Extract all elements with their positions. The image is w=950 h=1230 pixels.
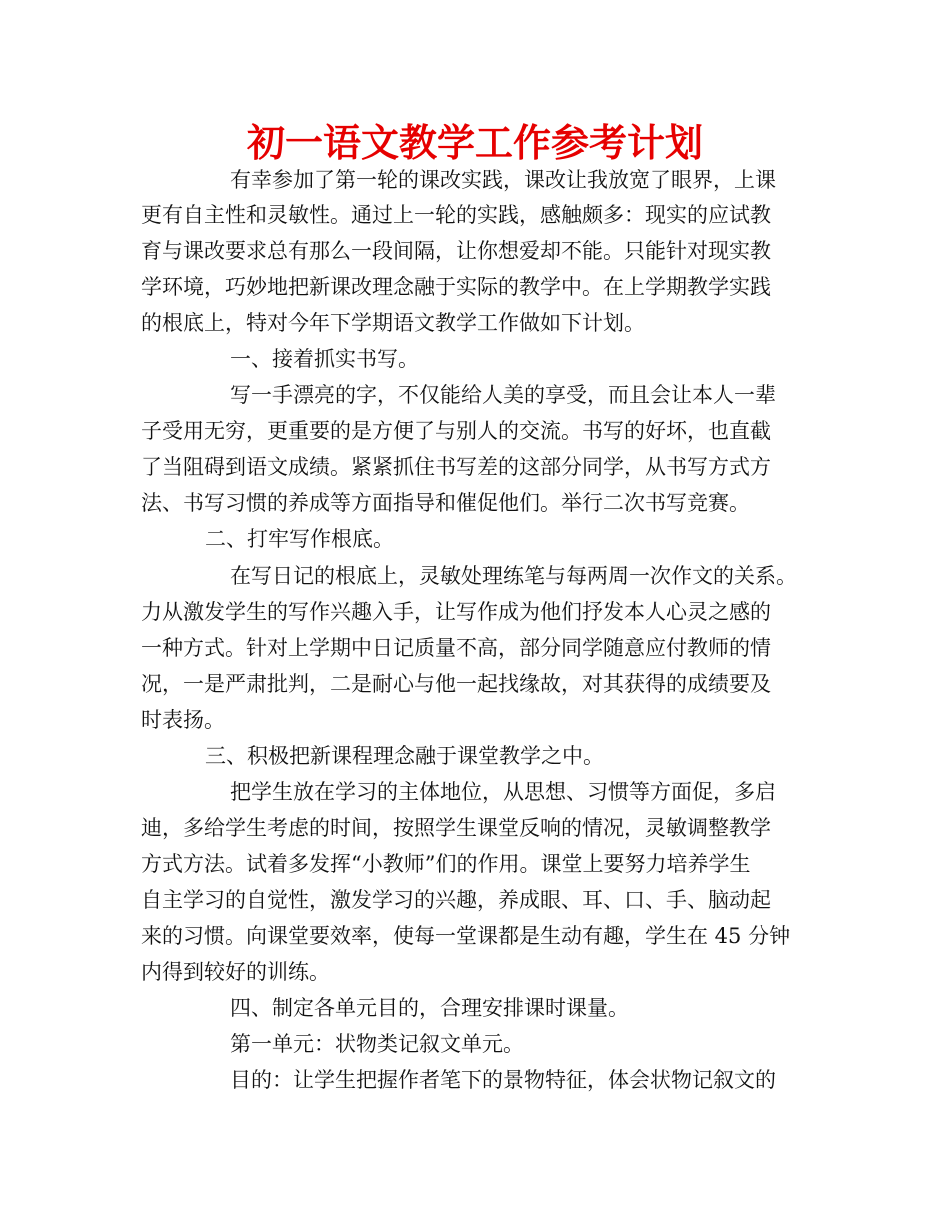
section-heading: 一、接着抓实书写。 xyxy=(230,347,419,371)
paragraph-line: 在写日记的根底上，灵敏处理练笔与每两周一次作文的关系。 xyxy=(230,564,797,588)
paragraph-line: 子受用无穷，更重要的是方便了与别人的交流。书写的好坏，也直截 xyxy=(141,419,771,443)
paragraph-line: 写一手漂亮的字，不仅能给人美的享受，而且会让本人一辈 xyxy=(230,383,776,407)
paragraph-line: 的根底上，特对今年下学期语文教学工作做如下计划。 xyxy=(141,311,645,335)
paragraph-line: 时表扬。 xyxy=(141,708,225,732)
paragraph-line: 法、书写习惯的养成等方面指导和催促他们。举行二次书写竞赛。 xyxy=(141,491,750,515)
paragraph-line: 方式方法。试着多发挥“小教师”们的作用。课堂上要努力培养学生 xyxy=(141,852,751,876)
paragraph-line: 了当阻碍到语文成绩。紧紧抓住书写差的这部分同学，从书写方式方 xyxy=(141,455,771,479)
paragraph-line: 力从激发学生的写作兴趣入手，让写作成为他们抒发本人心灵之感的 xyxy=(141,600,771,624)
paragraph-line: 况，一是严肃批判，二是耐心与他一起找缘故，对其获得的成绩要及 xyxy=(141,672,771,696)
paragraph-line: 自主学习的自觉性，激发学习的兴趣，养成眼、耳、口、手、脑动起 xyxy=(141,888,771,912)
section-heading: 三、积极把新课程理念融于课堂教学之中。 xyxy=(205,744,604,768)
paragraph-line: 学环境，巧妙地把新课改理念融于实际的教学中。在上学期教学实践 xyxy=(141,275,771,299)
paragraph-line: 把学生放在学习的主体地位，从思想、习惯等方面促，多启 xyxy=(230,780,776,804)
section-heading: 二、打牢写作根底。 xyxy=(205,527,394,551)
unit-heading: 第一单元：状物类记叙文单元。 xyxy=(230,1032,524,1056)
paragraph-line: 有幸参加了第一轮的课改实践，课改让我放宽了眼界，上课 xyxy=(230,168,776,192)
paragraph-line: 目的：让学生把握作者笔下的景物特征，体会状物记叙文的 xyxy=(230,1068,776,1092)
paragraph-line: 迪，多给学生考虑的时间，按照学生课堂反响的情况，灵敏调整教学 xyxy=(141,816,771,840)
document-title: 初一语文教学工作参考计划 xyxy=(246,120,703,165)
paragraph-line: 来的习惯。向课堂要效率，使每一堂课都是生动有趣，学生在 45 分钟 xyxy=(141,924,791,948)
paragraph-line: 内得到较好的训练。 xyxy=(141,960,330,984)
section-heading: 四、制定各单元目的，合理安排课时课量。 xyxy=(230,996,629,1020)
paragraph-line: 一种方式。针对上学期中日记质量不高，部分同学随意应付教师的情 xyxy=(141,636,771,660)
paragraph-line: 育与课改要求总有那么一段间隔，让你想爱却不能。只能针对现实教 xyxy=(141,239,771,263)
paragraph-line: 更有自主性和灵敏性。通过上一轮的实践，感触颇多：现实的应试教 xyxy=(141,203,771,227)
